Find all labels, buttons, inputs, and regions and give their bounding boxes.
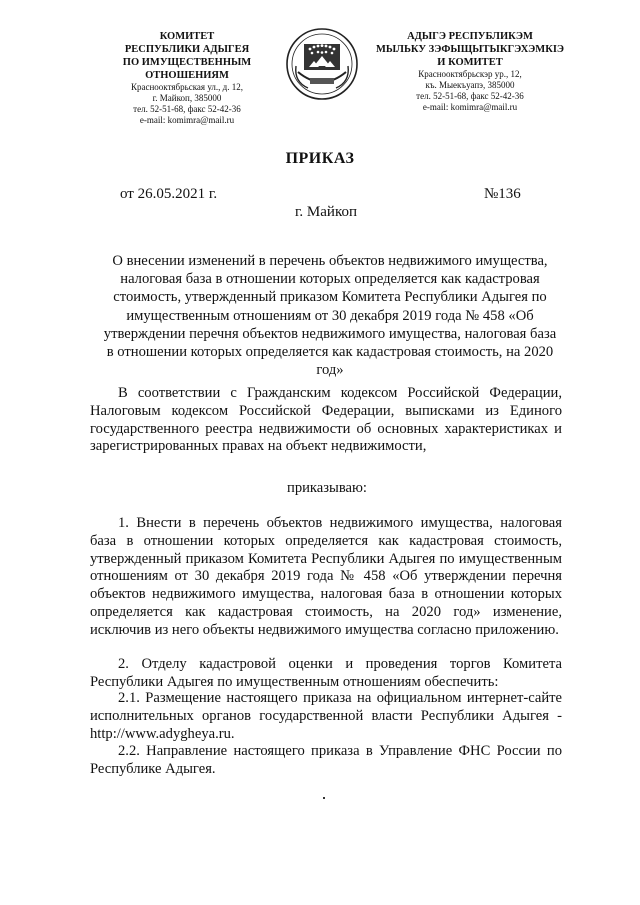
org-name-line3: ПО ИМУЩЕСТВЕННЫМ ОТНОШЕНИЯМ xyxy=(122,57,252,81)
org-name-line1: КОМИТЕТ xyxy=(159,31,215,42)
letterhead-right xyxy=(370,30,570,113)
org-phone-adyghe: тел. 52-51-68, факс 52-42-36 xyxy=(416,91,524,101)
org-name-line2: РЕСПУБЛИКИ АДЫГЕЯ xyxy=(124,44,250,55)
intro-paragraph: В соответствии с Гражданским кодексом Российской Федерации, Налоговым кодексом Российской Федерации, выписками из Единого государственного реестра недвижимости об основных характеристиках и зарегистрированных правах на объект недвижимости, xyxy=(90,385,562,455)
org-name-adyghe-line2: МЫЛЬКУ ЗЭФЫЩЫТЫКГЭХЭМКIЭ xyxy=(375,44,565,55)
org-name-adyghe-line1: АДЫГЭ РЕСПУБЛИКЭМ xyxy=(407,31,533,42)
org-address-adyghe: Красноoктябрьскэр ур., 12, xyxy=(418,69,522,79)
org-email: e-mail: komimra@mail.ru xyxy=(139,115,235,125)
item-2-1-paragraph: 2.1. Размещение настоящего приказа на официальном интернет-сайте исполнительных органов государственной власти Республики Адыгея - http://www.adygheya.ru. xyxy=(90,690,562,742)
org-city-adyghe: къ. Мыекъуапэ, 385000 xyxy=(425,80,515,90)
document-subject: О внесении изменений в перечень объектов недвижимого имущества, налоговая база в отношении которых определяется как кадастровая стоимость, утвержденный приказом Комитета Республики Адыгея по имущественным отношениям от 30 декабря 2019 года № 458 «Об утверждении перечня объектов недвижимого имущества, налоговая база в отношении которых определяется как кадастровая стоимость, на 2020 год» xyxy=(103,253,557,379)
org-name-adyghe-line3: И КОМИТЕТ xyxy=(437,57,503,68)
document-title: ПРИКАЗ xyxy=(285,150,355,167)
scan-speck xyxy=(323,797,325,799)
document-date: от 26.05.2021 г. xyxy=(120,186,218,202)
org-email-adyghe: e-mail: komimra@mail.ru xyxy=(422,102,518,112)
emblem-icon xyxy=(284,26,360,102)
item-2-paragraph: 2. Отделу кадастровой оценки и проведения торгов Комитета Республики Адыгея по имущественным отношениям обеспечить: xyxy=(90,656,562,690)
org-phone: тел. 52-51-68, факс 52-42-36 xyxy=(133,104,241,114)
org-city: г. Майкоп, 385000 xyxy=(152,93,222,103)
order-word: приказываю: xyxy=(287,480,367,496)
document-city: г. Майкоп xyxy=(294,204,358,220)
letterhead-left xyxy=(82,30,292,126)
item-2-2-paragraph: 2.2. Направление настоящего приказа в Управление ФНС России по Республике Адыгея. xyxy=(90,743,562,777)
item-1-paragraph: 1. Внести в перечень объектов недвижимого имущества, налоговая база в отношении которых определяется как кадастровая стоимость, утвержденный приказом Комитета Республики Адыгея по имущественным отношениям от 30 декабря 2019 года № 458 «Об утверждении перечня объектов недвижимого имущества, налоговая база в отношении которых определяется как кадастровая стоимость, на 2020 год» изменение, исключив из него объекты недвижимого имущества согласно приложению. xyxy=(90,515,562,638)
org-address: Красноoктябрьская ул., д. 12, xyxy=(131,82,243,92)
document-number: №136 xyxy=(484,186,521,202)
